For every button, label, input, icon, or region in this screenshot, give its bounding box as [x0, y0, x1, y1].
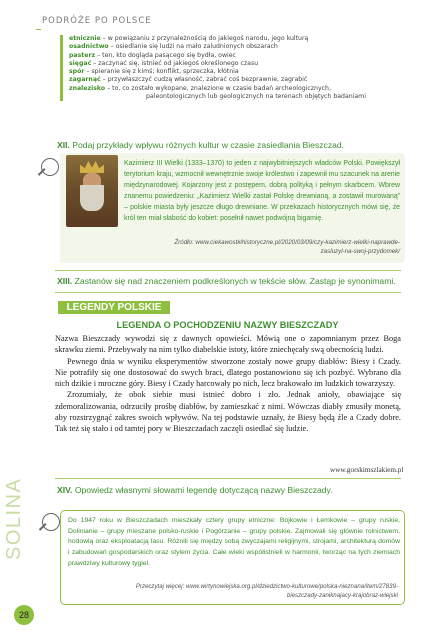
glossary-definition: – zaczynać się, istnieć od jakiegoś określonego czasu — [91, 59, 259, 67]
divider — [55, 478, 401, 479]
glossary-definition: – spieranie się z kimś; konflikt, sprzeczka, kłótnia — [84, 68, 239, 76]
glossary-term: sięgać — [69, 59, 92, 67]
glossary-term: osadnictwo — [69, 43, 109, 51]
glossary-definition: – to, co zostało wykopane, znalezione w czasie badań archeologicznych, — [105, 84, 331, 92]
legend-story — [55, 333, 401, 435]
legend-tag: LEGENDY POLSKIE — [58, 301, 170, 314]
story-paragraph: Zrozumiały, że obok siebie musi istnieć dobro i zło. Jednak anioły, obawiające się zdemoralizowania, odrzuciły prośbę diabłów, by zamieszkać z nimi. Wówczas diabły zmusiły monetą, aby rozstrzygnąć zakres swoich wpływów. Na tej podstawie uznały, że Biesy będą źle a Czady dobre. Tak też się stało i od tamtej pory w Bieszczadach zaczęli osiedlać się ludzie. — [55, 390, 401, 434]
info-text: Do 1947 roku w Bieszczadach mieszkały cztery grupy etniczne: Bojkowie i Łemkowie – grupy ruskie, Dolinianie – grupy mieszane polsko-ruskie i Pogórzanie – grupy polskie. Zajmowali się głównie rolnictwem, hodowlą oraz eksploatacją lasu. Różnili się między sobą zwyczajami religijnymi, strojami, architekturą domów i zabudowań gospodarskich oraz stylem życia. Całe wieki współistnieli w harmonii, tworząc na tych ziemiach prawdziwy kulturowy tygiel. — [68, 517, 400, 567]
glossary-term: pasterz — [69, 51, 96, 59]
glossary-definition: – przywłaszczyć cudzą własność, zabrać coś bezprawnie, zagrabić — [100, 76, 308, 84]
story-paragraph: Nazwa Bieszczady wywodzi się z dawnych opowieści. Mówią one o zapomnianym przez Boga skrawku ziemi. Przebywały na nim tylko diabelskie istoty, które zniechęcały swą obecnością ludzi. — [55, 334, 401, 355]
story-source-link[interactable]: www.gorskimszlakiem.pl — [330, 466, 404, 474]
header-rule — [36, 29, 41, 30]
crown-shape — [80, 161, 104, 173]
glossary-entry — [69, 35, 370, 43]
page-number: 28 — [14, 605, 34, 625]
task-text: Opowiedz własnymi słowami legendę dotyczącą nazwy Bieszczady. — [72, 485, 333, 495]
glossary-definition: – w powiązaniu z przynależnością do jakiegoś narodu, jego kulturą — [100, 35, 309, 42]
quote-source-link[interactable]: Źródło: www.ciekawostkihistoryczne.pl/2020/03/09/czy-kazimierz-wielki-naprawde-zasluzyl-na-swoj-przydomek/ — [174, 239, 400, 255]
task-number: XII. — [57, 140, 70, 150]
task-number: XIV. — [57, 485, 73, 495]
magnifier-icon — [41, 158, 59, 176]
glossary-term: spór — [69, 68, 85, 76]
magnifier-icon — [42, 513, 60, 531]
task-xiii — [57, 276, 396, 286]
glossary-entry — [69, 43, 370, 51]
task-xiv — [57, 485, 333, 495]
glossary-definition: – ten, kto dogląda pasącego się bydła, owiec — [95, 51, 236, 59]
glossary-term: zagarnąć — [69, 76, 101, 84]
side-label — [3, 460, 33, 560]
info-source-link[interactable]: Przeczytaj więcej: www.wirtynowiejska.org.pl/dziedzictwo-kulturowe/polska-nieznana/item/27839-bieszczady-zaniknajacy-krajobraz-wiejski — [135, 583, 398, 599]
glossary-entry — [69, 60, 370, 68]
glossary-continuation: paleontologicznych lub geologicznych na terenach objętych badaniami — [146, 93, 366, 101]
quote-text: Kazimierz III Wielki (1333–1370) to jeden z najwybitniejszych władców Polski. Powiększył terytorium kraju, wzmocnił wewnętrznie swoje królestwo i zapewnił mu szacunek na arenie międzynarodowej. Kojarzony jest z postępem, dobrą polityką i pełnym skarbcem. Wbrew znanemu powiedzeniu: „Kazimierz Wielki zastał Polskę drewnianą, a zostawił murowaną” – polskie miasta były jeszcze długo drewniane. W przekazach historycznych mówi się, że król ten miał słabość do kobiet: posełnił nawet podwójną bigamię. — [124, 160, 400, 222]
divider — [55, 270, 401, 271]
king-portrait-image — [66, 155, 118, 227]
glossary-definition: – osiedlanie się ludzi na mało zaludnionych obszarach — [108, 43, 278, 51]
legend-title: LEGENDA O POCHODZENIU NAZWY BIESZCZADY — [116, 320, 339, 330]
section-header: PODRÓŻE PO POLSCE — [42, 16, 152, 26]
glossary-entry — [69, 85, 370, 93]
task-text: Zastanów się nad znaczeniem podkreślonych w tekście słów. Zastąp je synonimami. — [72, 276, 396, 286]
task-text: Podaj przykłady wpływu różnych kultur w czasie zasiedlania Bieszczad. — [69, 140, 345, 150]
story-paragraph: Pewnego dnia w wyniku eksperymentów stworzone zostały nowe grupy diabłów: Biesy i Czady. Nie potrafiły się one dostosować do swych braci, dlatego postanowiono się ich pozbyć. Wybrano dla nich dzikie i mroczne góry. Biesy i Czady harcowały po nich, lecz brakowało im ludzkich towarzyszy. — [55, 356, 401, 389]
glossary-entry — [69, 52, 370, 60]
divider — [55, 292, 401, 293]
glossary-term: znalezisko — [69, 84, 106, 92]
beard-shape — [80, 185, 104, 211]
side-label-text: SOLINA — [3, 477, 25, 560]
task-xii — [57, 140, 344, 150]
glossary — [60, 35, 370, 101]
task-number: XIII. — [57, 276, 73, 286]
glossary-term: etnicznie — [69, 35, 101, 42]
glossary-entry — [69, 76, 370, 84]
